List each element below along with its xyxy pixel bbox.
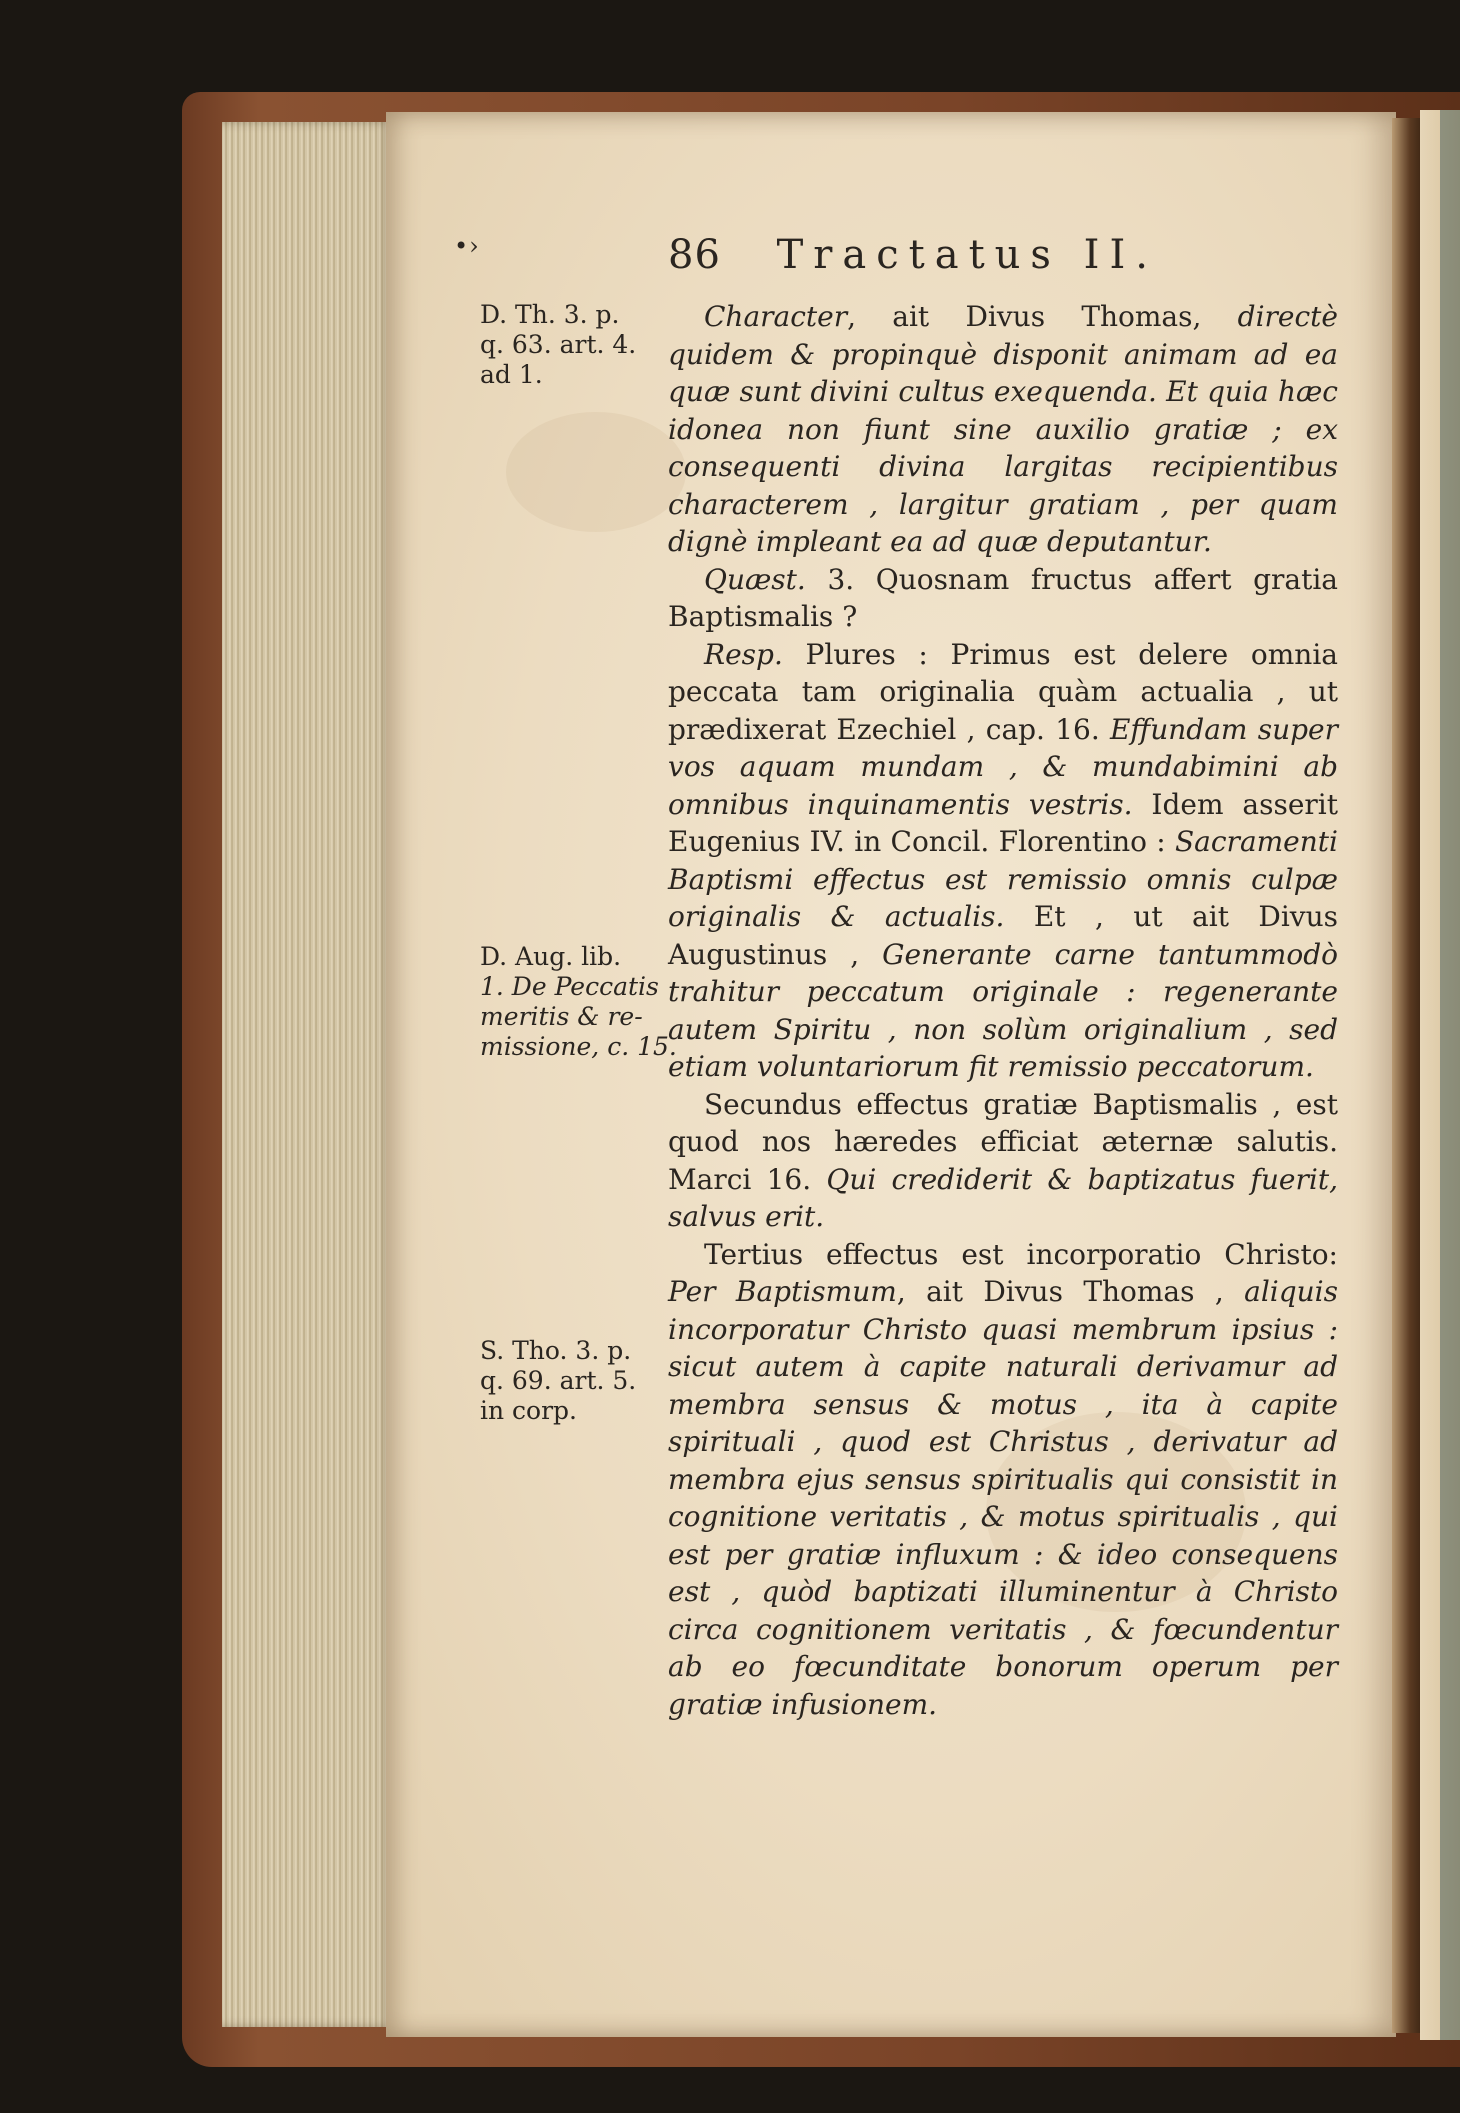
paragraph-2: Quæst. 3. Quosnam fructus affert gratia Baptismalis ?	[668, 562, 1338, 633]
page-number: 86	[668, 232, 721, 278]
page-edges	[222, 122, 392, 2027]
margin-note-2: D. Aug. lib. 1. De Peccatis meritis & re- missione, c. 15.	[480, 942, 677, 1061]
corner-mark: •›	[454, 232, 480, 260]
margin-note-3: S. Tho. 3. p. q. 69. art. 5. in corp.	[480, 1336, 637, 1425]
paragraph-4: Secundus effectus gratiæ Baptismalis , est quod nos hæredes efficiat æternæ salutis. Marci 16. Qui crediderit & baptizatus fuerit, salvus erit.	[668, 1087, 1338, 1233]
paragraph-3: Resp. Plures : Primus est delere omnia peccata tam originalia quàm actualia , ut prædixerat Ezechiel , cap. 16. Effundam super vos aquam mundam , & mundabimini ab omnibus inquinamentis vestris. Idem asserit Eugenius IV. in Concil. Florentino : Sacramenti Baptismi effectus est remissio omnis culpæ originalis & actualis. Et , ut ait Divus Augustinus , Generante carne tantummodò trahitur peccatum originale : regenerante autem Spiritu , non solùm originalium , sed etiam voluntariorum fit remissio peccatorum.	[668, 637, 1339, 1083]
paragraph-1: Character, ait Divus Thomas, directè quidem & propinquè disponit animam ad ea quæ sunt divini cultus exequenda. Et quia hæc idonea non fiunt sine auxilio gratiæ ; ex consequenti divina largitas recipientibus characterem , largitur gratiam , per quam dignè impleant ea ad quæ deputantur.	[668, 300, 1338, 558]
margin-note-1: D. Th. 3. p. q. 63. art. 4. ad 1.	[480, 300, 637, 389]
body-text	[668, 298, 1338, 1723]
paragraph-5: Tertius effectus est incorporatio Christo: Per Baptismum, ait Divus Thomas , aliquis incorporatur Christo quasi membrum ipsius : sicut autem à capite naturali derivamur ad membra sensus & motus , ita à capite spirituali , quod est Christus , derivatur ad membra ejus sensus spiritualis qui consistit in cognitione veritatis , & motus spiritualis , qui est per gratiæ influxum : & ideo consequens est , quòd baptizati illuminentur à Christo circa cognitionem veritatis , & fœcundentur ab eo fœcunditate bonorum operum per gratiæ infusionem.	[668, 1237, 1339, 1721]
book-gutter	[1392, 118, 1422, 2033]
page-title: Tractatus II.	[776, 232, 1158, 278]
running-header	[454, 232, 1158, 278]
